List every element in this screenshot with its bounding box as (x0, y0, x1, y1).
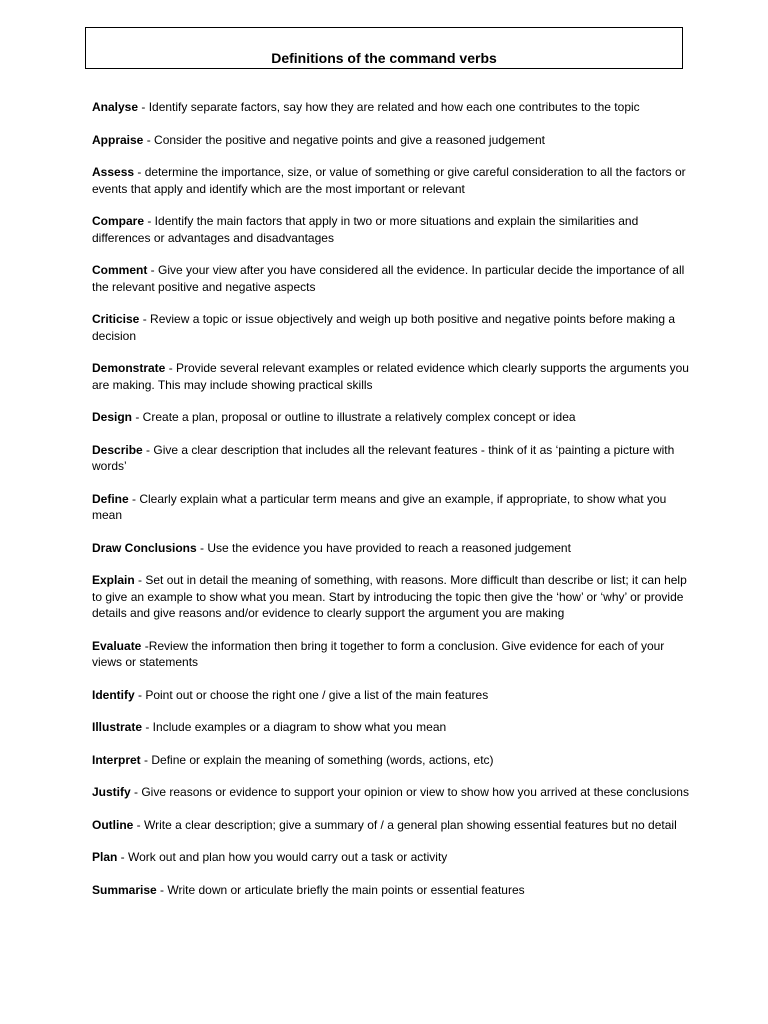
definition-term: Appraise (92, 132, 144, 147)
definition-text: - Clearly explain what a particular term means and give an example, if appropriate, to show what you mean (92, 491, 667, 522)
definition-text: - Identify separate factors, say how they are related and how each one contributes to the topic (138, 100, 640, 114)
definition-text: - Write a clear description; give a summary of / a general plan showing essential features but no detail (133, 817, 677, 832)
definition-text: - Work out and plan how you would carry out a task or activity (117, 850, 448, 864)
definition-term: Draw Conclusions (92, 540, 197, 555)
definition-term: Interpret (92, 752, 141, 767)
definition-entry (92, 784, 692, 801)
definition-text: - Give a clear description that includes all the relevant features - think of it as ‘painting a picture with words’ (92, 442, 675, 473)
definition-entry (92, 540, 692, 557)
definition-term: Demonstrate (92, 361, 166, 375)
definition-entry (92, 311, 692, 344)
definition-entry (92, 491, 692, 524)
definition-text: - Write down or articulate briefly the main points or essential features (156, 882, 525, 897)
definition-text: - Give your view after you have considered all the evidence. In particular decide the importance of all the relevant positive and negative aspects (92, 263, 685, 294)
definition-term: Evaluate (92, 638, 142, 653)
definition-text: -Review the information then bring it together to form a conclusion. Give evidence for each of your views or statements (92, 638, 665, 669)
definition-term: Outline (92, 817, 134, 832)
definition-entry (92, 572, 692, 622)
definition-term: Assess (92, 165, 135, 179)
definition-text: - Set out in detail the meaning of something, with reasons. More difficult than describe or list; it can help to give an example to show what you mean. Start by introducing the topic then give the ‘how’ or ‘why’ or provide details and give reasons and/or evidence to clearly support the argument you are making (92, 573, 687, 620)
definition-text: - determine the importance, size, or value of something or give careful consideration to all the factors or events that apply and identify which are the most important or relevant (92, 165, 686, 196)
definition-term: Justify (92, 785, 131, 799)
definition-text: - Identify the main factors that apply in two or more situations and explain the similarities and differences or advantages and disadvantages (92, 214, 639, 245)
definition-entry (92, 882, 692, 899)
definition-term: Plan (92, 850, 118, 864)
title-box (85, 27, 683, 69)
definition-text: - Include examples or a diagram to show what you mean (142, 720, 447, 734)
definition-term: Design (92, 410, 133, 424)
definition-entry (92, 132, 692, 149)
definition-entry (92, 164, 692, 197)
definition-term: Comment (92, 263, 148, 277)
definition-text: - Point out or choose the right one / give a list of the main features (134, 687, 489, 702)
definition-entry (92, 638, 692, 671)
definition-text: - Define or explain the meaning of something (words, actions, etc) (140, 752, 494, 767)
page-title: Definitions of the command verbs (271, 50, 497, 66)
definition-entry (92, 360, 692, 393)
definition-term: Illustrate (92, 720, 143, 734)
definition-entry (92, 99, 692, 116)
definition-text: - Provide several relevant examples or related evidence which clearly supports the arguments you are making. This may include showing practical skills (92, 361, 689, 392)
definition-text: - Consider the positive and negative points and give a reasoned judgement (143, 132, 545, 147)
definition-text: - Create a plan, proposal or outline to illustrate a relatively complex concept or idea (132, 410, 576, 424)
definition-term: Explain (92, 573, 135, 587)
definition-entry (92, 719, 692, 736)
definition-entry (92, 442, 692, 475)
definition-entry (92, 262, 692, 295)
definition-text: - Use the evidence you have provided to reach a reasoned judgement (196, 540, 571, 555)
definition-entry (92, 687, 692, 704)
definition-text: - Give reasons or evidence to support your opinion or view to show how you arrived at these conclusions (130, 785, 689, 799)
definition-text: - Review a topic or issue objectively and weigh up both positive and negative points before making a decision (92, 312, 676, 343)
definition-term: Compare (92, 214, 145, 228)
definition-entry (92, 752, 692, 769)
definition-entry (92, 817, 692, 834)
definition-entry (92, 849, 692, 866)
definitions-list (92, 99, 692, 914)
definition-term: Describe (92, 442, 143, 457)
definition-term: Summarise (92, 882, 157, 897)
definition-term: Identify (92, 687, 135, 702)
definition-term: Analyse (92, 100, 139, 114)
definition-entry (92, 213, 692, 246)
definition-term: Define (92, 491, 129, 506)
definition-term: Criticise (92, 312, 140, 326)
definition-entry (92, 409, 692, 426)
